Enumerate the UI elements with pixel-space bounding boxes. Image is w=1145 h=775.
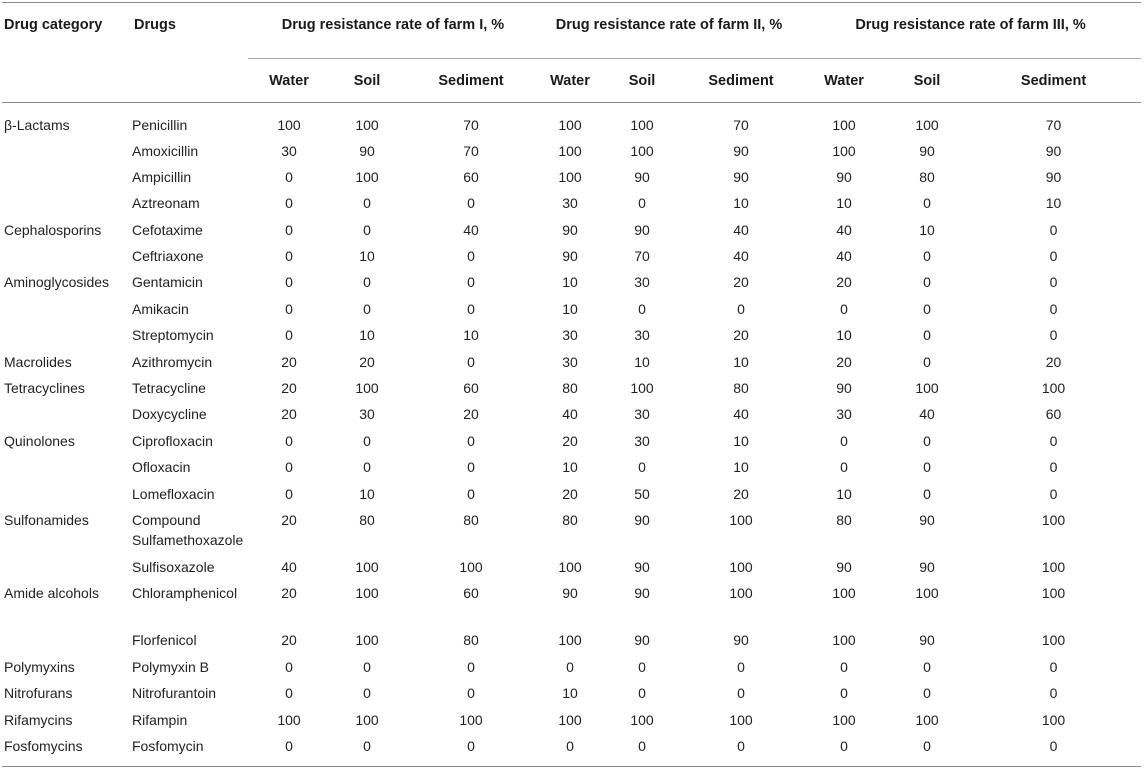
resistance-rate-cell: 10 [919,221,935,238]
resistance-rate-cell: 0 [923,485,931,502]
resistance-rate-cell: 100 [1041,511,1066,528]
resistance-rate-cell: 100 [558,142,582,159]
resistance-rate-cell: 0 [737,685,745,702]
resistance-rate-cell: 0 [285,221,293,238]
header-farm-1: Drug resistance rate of farm I, % [248,3,538,59]
drug-category-cell [2,481,132,507]
resistance-rate-cell: 100 [630,711,654,728]
resistance-rate-cell: 20 [562,485,578,502]
resistance-rate-cell: 0 [285,459,293,476]
resistance-rate-cell: 90 [634,585,650,602]
resistance-rate-cell: 10 [562,274,578,291]
resistance-rate-cell: 20 [1045,353,1062,370]
resistance-rate-cell: 100 [355,168,379,185]
resistance-rate-cell: 40 [733,221,749,238]
resistance-rate-cell: 10 [1045,195,1062,212]
resistance-rate-cell: 0 [363,195,371,212]
resistance-rate-cell: 20 [836,353,852,370]
resistance-rate-cell: 10 [836,485,852,502]
resistance-rate-cell: 0 [638,658,646,675]
resistance-rate-cell: 30 [634,327,650,344]
resistance-rate-cell: 0 [840,658,848,675]
resistance-rate-cell: 70 [634,248,650,265]
resistance-rate-cell: 0 [1049,658,1058,675]
drug-name-cell: Aztreonam [132,195,200,212]
drug-name-cell: Sulfisoxazole [132,558,215,575]
drug-category-cell [2,190,132,216]
resistance-rate-cell: 90 [733,142,749,159]
drug-name-cell: Lomefloxacin [132,485,215,502]
resistance-rate-cell: 0 [363,221,371,238]
resistance-rate-cell: 40 [463,221,479,238]
resistance-rate-cell: 90 [919,632,935,649]
resistance-rate-cell: 100 [558,558,582,575]
subheader-sediment: Sediment [966,59,1141,103]
resistance-rate-cell: 10 [562,459,578,476]
drug-resistance-table [2,2,1141,767]
resistance-rate-cell: 0 [363,685,371,702]
table-row [2,554,1141,580]
drug-name-cell: Florfenicol [132,632,197,649]
resistance-rate-cell: 0 [285,432,293,449]
resistance-rate-cell: 20 [733,327,749,344]
resistance-rate-cell: 0 [923,327,931,344]
resistance-rate-cell: 10 [562,300,578,317]
resistance-rate-cell: 70 [463,142,479,159]
table-row [2,349,1141,375]
drug-name-cell: Tetracycline [132,380,206,397]
header-drug-category: Drug category [2,3,132,103]
resistance-rate-cell: 20 [281,632,297,649]
resistance-rate-cell: 10 [733,459,749,476]
subheader-water: Water [538,59,602,103]
resistance-rate-cell: 90 [634,221,650,238]
resistance-rate-cell: 90 [634,632,650,649]
resistance-rate-cell: 60 [463,380,479,397]
header-drugs: Drugs [132,3,248,103]
resistance-rate-cell: 20 [733,274,749,291]
drug-category-cell: Rifamycins [4,711,73,728]
drug-category-cell: Quinolones [4,432,75,449]
resistance-rate-cell: 0 [888,733,966,767]
resistance-rate-cell: 0 [404,733,538,767]
table-row [2,481,1141,507]
resistance-rate-cell: 20 [281,406,297,423]
resistance-rate-cell: 40 [562,406,578,423]
drug-name-cell: Ofloxacin [132,459,191,476]
resistance-rate-cell: 0 [467,353,475,370]
resistance-rate-cell: 90 [836,558,852,575]
header-farm-3: Drug resistance rate of farm III, % [800,3,1141,59]
resistance-rate-cell: 100 [915,380,939,397]
drug-name-cell: Doxycycline [132,406,207,423]
subheader-water: Water [248,59,330,103]
resistance-rate-cell: 80 [562,511,578,528]
resistance-rate-cell: 90 [733,168,749,185]
resistance-rate-cell: 90 [359,142,375,159]
resistance-rate-cell: 30 [836,406,852,423]
resistance-rate-cell: 100 [1041,711,1066,728]
drug-category-cell: Polymyxins [4,658,75,675]
resistance-rate-cell: 0 [923,274,931,291]
resistance-rate-cell: 10 [463,327,479,344]
drug-name-cell: Gentamicin [132,274,203,291]
resistance-rate-cell: 60 [463,168,479,185]
resistance-rate-cell: 0 [467,274,475,291]
drug-category-cell [2,554,132,580]
table-row [2,428,1141,454]
resistance-rate-cell: 100 [832,632,856,649]
table-row [2,322,1141,348]
drug-category-cell: β-Lactams [4,117,70,133]
subheader-sediment: Sediment [682,59,800,103]
resistance-rate-cell: 0 [923,195,931,212]
resistance-rate-cell: 20 [281,511,297,528]
resistance-rate-cell: 0 [1049,221,1058,238]
drug-category-cell: Tetracyclines [4,380,85,397]
resistance-rate-cell: 0 [840,459,848,476]
resistance-rate-cell: 100 [558,168,582,185]
resistance-rate-cell: 0 [363,658,371,675]
resistance-rate-cell: 100 [832,142,856,159]
resistance-rate-cell: 100 [459,558,483,575]
resistance-rate-cell: 0 [1049,300,1058,317]
table-row [2,164,1141,190]
resistance-rate-cell: 100 [729,511,753,528]
resistance-rate-cell: 0 [1049,485,1058,502]
resistance-rate-cell: 100 [277,117,301,133]
resistance-rate-cell: 80 [919,168,935,185]
resistance-rate-cell: 90 [836,168,852,185]
resistance-rate-cell: 0 [923,300,931,317]
resistance-rate-cell: 100 [1041,632,1066,649]
resistance-rate-cell: 30 [562,353,578,370]
resistance-rate-cell: 100 [355,558,379,575]
subheader-soil: Soil [330,59,404,103]
resistance-rate-cell: 0 [467,248,475,265]
resistance-rate-cell: 0 [602,733,682,767]
resistance-rate-cell: 0 [682,733,800,767]
table-row [2,296,1141,322]
drug-name-cell: Chloramphenicol [132,585,238,602]
resistance-rate-cell: 0 [467,300,475,317]
resistance-rate-cell: 20 [463,406,479,423]
resistance-rate-cell: 0 [285,168,293,185]
resistance-rate-cell: 10 [836,327,852,344]
resistance-rate-cell: 90 [919,558,935,575]
resistance-rate-cell: 90 [836,380,852,397]
table-row [2,627,1141,653]
drug-name-cell: Nitrofurantoin [132,685,217,702]
table-row [2,454,1141,480]
resistance-rate-cell: 0 [467,485,475,502]
resistance-rate-cell: 90 [634,511,650,528]
resistance-rate-cell: 40 [281,558,297,575]
resistance-rate-cell: 0 [538,733,602,767]
resistance-rate-cell: 0 [363,274,371,291]
resistance-rate-cell: 0 [638,300,646,317]
resistance-rate-cell: 70 [463,117,479,133]
drug-category-cell: Nitrofurans [4,685,73,702]
drug-name-cell: Ciprofloxacin [132,432,213,449]
drug-category-cell: Sulfonamides [4,511,89,528]
resistance-rate-cell: 0 [923,248,931,265]
table-row [2,269,1141,295]
resistance-rate-cell: 0 [840,432,848,449]
drug-name-cell: Polymyxin B [132,658,210,675]
resistance-rate-cell: 0 [966,733,1141,767]
resistance-rate-cell: 100 [355,711,379,728]
table-row [2,243,1141,269]
subheader-soil: Soil [888,59,966,103]
resistance-rate-cell: 0 [1049,685,1058,702]
resistance-rate-cell: 30 [634,274,650,291]
resistance-rate-cell: 20 [281,380,297,397]
resistance-rate-cell: 0 [1049,327,1058,344]
resistance-rate-cell: 0 [638,685,646,702]
resistance-rate-cell: 10 [733,432,749,449]
resistance-rate-cell: 0 [285,327,293,344]
resistance-rate-cell: 100 [459,711,483,728]
table-row [2,580,1141,627]
table-row [2,375,1141,401]
header-farm-2: Drug resistance rate of farm II, % [538,3,800,59]
resistance-rate-cell: 60 [463,585,479,602]
drug-category-cell: Aminoglycosides [4,274,110,291]
resistance-rate-cell: 100 [729,558,753,575]
resistance-rate-cell: 0 [1049,274,1058,291]
resistance-rate-cell: 0 [923,658,931,675]
resistance-rate-cell: 10 [359,327,375,344]
resistance-rate-cell: 90 [562,221,578,238]
table-row [2,138,1141,164]
table-row [2,733,1141,767]
table-body [2,103,1141,767]
resistance-rate-cell: 0 [467,459,475,476]
drug-category-cell: Fosfomycins [2,733,132,767]
drug-name-cell: Cefotaxime [132,221,203,238]
resistance-rate-cell: 90 [634,168,650,185]
resistance-rate-cell: 90 [919,142,935,159]
resistance-rate-cell: 0 [330,733,404,767]
resistance-rate-cell: 90 [634,558,650,575]
resistance-rate-cell: 40 [836,248,852,265]
subheader-sediment: Sediment [404,59,538,103]
resistance-rate-cell: 30 [359,406,375,423]
table-row [2,103,1141,138]
drug-category-cell [2,454,132,480]
resistance-rate-cell: 0 [285,248,293,265]
resistance-rate-cell: 100 [915,585,939,602]
resistance-rate-cell: 20 [359,353,375,370]
resistance-rate-cell: 40 [836,221,852,238]
resistance-rate-cell: 40 [733,406,749,423]
resistance-rate-cell: 10 [634,353,650,370]
resistance-rate-cell: 100 [630,117,654,133]
resistance-rate-cell: 0 [285,274,293,291]
drug-name-cell: Compound Sulfamethoxazole [132,511,244,548]
resistance-rate-cell: 100 [1041,585,1066,602]
resistance-rate-cell: 0 [1049,459,1058,476]
table-row [2,680,1141,706]
resistance-rate-cell: 0 [285,300,293,317]
resistance-rate-cell: 0 [467,432,475,449]
drug-category-cell [2,401,132,427]
resistance-rate-cell: 20 [562,432,578,449]
resistance-rate-cell: 100 [355,117,379,133]
drug-category-cell [2,138,132,164]
resistance-rate-cell: 70 [733,117,749,133]
resistance-rate-cell: 30 [562,195,578,212]
resistance-rate-cell: 0 [840,300,848,317]
resistance-rate-cell: 0 [923,432,931,449]
resistance-rate-cell: 80 [733,380,749,397]
subheader-water: Water [800,59,888,103]
resistance-rate-cell: 20 [281,585,297,602]
resistance-rate-cell: 0 [248,733,330,767]
resistance-rate-cell: 0 [363,300,371,317]
resistance-rate-cell: 100 [558,117,582,133]
resistance-rate-cell: 0 [840,685,848,702]
resistance-rate-cell: 0 [800,733,888,767]
table-row [2,507,1141,554]
drug-category-cell [2,243,132,269]
resistance-rate-cell: 10 [562,685,578,702]
drug-category-cell [2,164,132,190]
resistance-rate-cell: 100 [630,380,654,397]
resistance-rate-cell: 50 [634,485,650,502]
resistance-rate-cell: 40 [733,248,749,265]
resistance-rate-cell: 0 [1049,248,1058,265]
resistance-rate-cell: 20 [733,485,749,502]
table-row [2,401,1141,427]
drug-name-cell: Fosfomycin [132,733,248,767]
resistance-rate-cell: 80 [463,632,479,649]
table-row [2,707,1141,733]
resistance-rate-cell: 100 [832,585,856,602]
drug-name-cell: Streptomycin [132,327,214,344]
resistance-rate-cell: 20 [281,353,297,370]
subheader-soil: Soil [602,59,682,103]
resistance-rate-cell: 80 [836,511,852,528]
drug-category-cell [2,627,132,653]
resistance-rate-cell: 0 [566,658,574,675]
resistance-rate-cell: 100 [277,711,301,728]
drug-category-cell: Amide alcohols [4,585,99,602]
resistance-rate-cell: 30 [634,406,650,423]
resistance-rate-cell: 0 [467,195,475,212]
resistance-rate-cell: 40 [919,406,935,423]
resistance-rate-cell: 10 [359,485,375,502]
table-row [2,654,1141,680]
resistance-rate-cell: 90 [562,248,578,265]
resistance-rate-cell: 0 [285,658,293,675]
resistance-rate-cell: 100 [832,117,856,133]
resistance-rate-cell: 60 [1045,406,1062,423]
table-row [2,217,1141,243]
resistance-rate-cell: 90 [919,511,935,528]
resistance-rate-cell: 100 [729,711,753,728]
resistance-rate-cell: 100 [355,380,379,397]
resistance-rate-cell: 0 [363,459,371,476]
resistance-rate-cell: 0 [923,353,931,370]
resistance-rate-cell: 100 [355,632,379,649]
resistance-rate-cell: 10 [836,195,852,212]
resistance-rate-cell: 100 [558,711,582,728]
resistance-rate-cell: 0 [923,685,931,702]
resistance-rate-cell: 0 [737,658,745,675]
table-row [2,190,1141,216]
drug-category-cell: Cephalosporins [4,221,102,238]
drug-name-cell: Azithromycin [132,353,213,370]
resistance-rate-cell: 20 [836,274,852,291]
resistance-rate-cell: 80 [359,511,375,528]
resistance-rate-cell: 10 [733,195,749,212]
resistance-rate-cell: 0 [467,658,475,675]
resistance-rate-cell: 0 [285,485,293,502]
resistance-rate-cell: 90 [733,632,749,649]
resistance-rate-cell: 90 [1045,142,1062,159]
resistance-rate-cell: 30 [562,327,578,344]
resistance-rate-cell: 10 [733,353,749,370]
drug-category-cell: Macrolides [4,353,72,370]
drug-category-cell [2,322,132,348]
drug-name-cell: Rifampin [132,711,188,728]
resistance-rate-cell: 100 [915,117,939,133]
drug-name-cell: Ampicillin [132,168,192,185]
resistance-rate-cell: 100 [832,711,856,728]
drug-name-cell: Amikacin [132,300,189,317]
resistance-rate-cell: 30 [634,432,650,449]
resistance-rate-cell: 0 [638,459,646,476]
resistance-rate-cell: 30 [281,142,297,159]
resistance-rate-cell: 90 [562,585,578,602]
resistance-rate-cell: 10 [359,248,375,265]
resistance-rate-cell: 100 [915,711,939,728]
resistance-rate-cell: 0 [1049,432,1058,449]
resistance-rate-cell: 100 [630,142,654,159]
drug-name-cell: Amoxicillin [132,142,199,159]
resistance-rate-cell: 100 [355,585,379,602]
resistance-rate-cell: 70 [1045,117,1062,133]
resistance-rate-cell: 0 [285,685,293,702]
resistance-rate-cell: 100 [1041,380,1066,397]
drug-category-cell [2,296,132,322]
resistance-rate-cell: 0 [363,432,371,449]
resistance-rate-cell: 0 [638,195,646,212]
resistance-rate-cell: 0 [285,195,293,212]
resistance-rate-cell: 100 [1041,558,1066,575]
resistance-rate-cell: 0 [737,300,745,317]
resistance-rate-cell: 0 [923,459,931,476]
resistance-rate-cell: 80 [562,380,578,397]
resistance-rate-cell: 80 [463,511,479,528]
resistance-rate-cell: 0 [467,685,475,702]
resistance-rate-cell: 100 [729,585,753,602]
drug-name-cell: Ceftriaxone [132,248,204,265]
table-header [2,3,1141,103]
drug-name-cell: Penicillin [132,117,188,133]
resistance-rate-cell: 100 [558,632,582,649]
resistance-rate-cell: 90 [1045,168,1062,185]
